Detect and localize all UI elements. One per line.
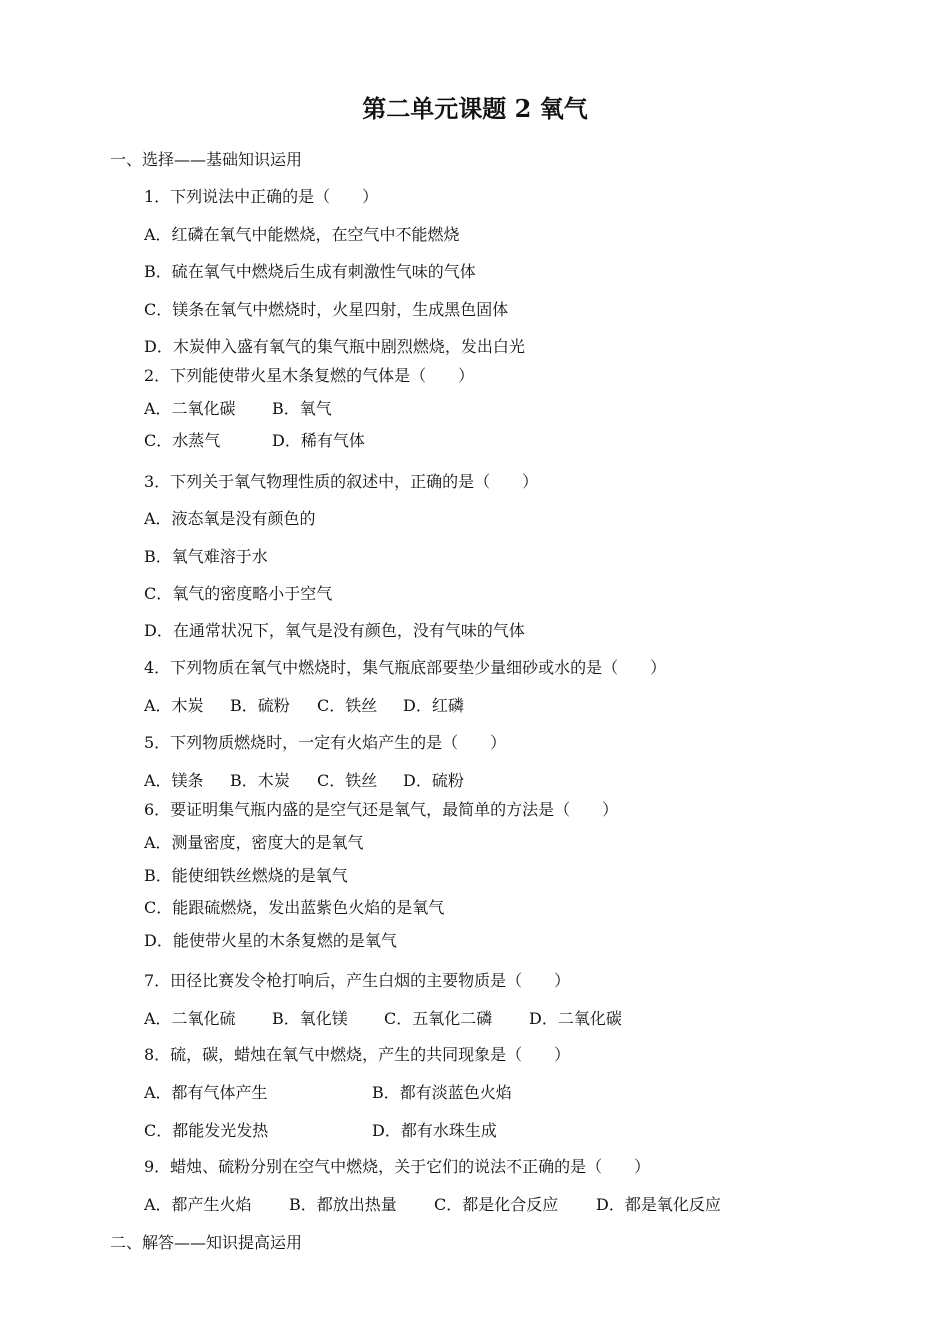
question-5-option-a: A．镁条 bbox=[144, 771, 204, 790]
question-8-option-b: B．都有淡蓝色火焰 bbox=[372, 1083, 512, 1102]
question-1-stem: 1．下列说法中正确的是（ ） bbox=[144, 187, 379, 206]
question-3-option-d: D．在通常状况下，氧气是没有颜色，没有气味的气体 bbox=[144, 621, 525, 640]
question-8-option-d: D．都有水珠生成 bbox=[372, 1121, 497, 1140]
section-heading-choice: 一、选择——基础知识运用 bbox=[110, 150, 303, 169]
question-4-stem: 4．下列物质在氧气中燃烧时，集气瓶底部要垫少量细砂或水的是（ ） bbox=[144, 658, 667, 677]
question-8-option-a: A．都有气体产生 bbox=[144, 1083, 268, 1102]
question-2-option-c: C．水蒸气 bbox=[144, 431, 221, 450]
question-6-option-c: C．能跟硫燃烧，发出蓝紫色火焰的是氧气 bbox=[144, 898, 445, 917]
question-2-stem: 2．下列能使带火星木条复燃的气体是（ ） bbox=[144, 366, 475, 385]
question-7-option-b: B．氧化镁 bbox=[272, 1009, 348, 1028]
question-4-option-b: B．硫粉 bbox=[230, 696, 290, 715]
question-2-option-b: B．氧气 bbox=[272, 399, 332, 418]
question-2-option-d: D．稀有气体 bbox=[272, 431, 365, 450]
question-3-option-c: C．氧气的密度略小于空气 bbox=[144, 584, 333, 603]
question-1-option-b: B．硫在氧气中燃烧后生成有刺激性气味的气体 bbox=[144, 262, 476, 281]
question-7-stem: 7．田径比赛发令枪打响后，产生白烟的主要物质是（ ） bbox=[144, 971, 571, 990]
question-5-option-d: D．硫粉 bbox=[403, 771, 464, 790]
question-8-stem: 8．硫，碳，蜡烛在氧气中燃烧，产生的共同现象是（ ） bbox=[144, 1045, 571, 1064]
question-4-option-d: D．红磷 bbox=[403, 696, 464, 715]
section-heading-answer: 二、解答——知识提高运用 bbox=[110, 1233, 303, 1252]
question-4-option-c: C．铁丝 bbox=[317, 696, 378, 715]
question-6-stem: 6．要证明集气瓶内盛的是空气还是氧气，最简单的方法是（ ） bbox=[144, 800, 619, 819]
question-9-stem: 9．蜡烛、硫粉分别在空气中燃烧，关于它们的说法不正确的是（ ） bbox=[144, 1157, 651, 1176]
question-2-option-a: A．二氧化碳 bbox=[144, 399, 236, 418]
question-3-option-a: A．液态氧是没有颜色的 bbox=[144, 509, 316, 528]
question-9-option-d: D．都是氧化反应 bbox=[596, 1195, 721, 1214]
question-8-option-c: C．都能发光发热 bbox=[144, 1121, 269, 1140]
question-9-option-b: B．都放出热量 bbox=[289, 1195, 397, 1214]
question-5-option-b: B．木炭 bbox=[230, 771, 290, 790]
question-6-option-d: D．能使带火星的木条复燃的是氧气 bbox=[144, 931, 397, 950]
question-7-option-c: C．五氧化二磷 bbox=[384, 1009, 493, 1028]
question-1-option-c: C．镁条在氧气中燃烧时，火星四射，生成黑色固体 bbox=[144, 300, 509, 319]
question-4-option-a: A．木炭 bbox=[144, 696, 204, 715]
question-5-stem: 5．下列物质燃烧时，一定有火焰产生的是（ ） bbox=[144, 733, 507, 752]
question-7-option-a: A．二氧化硫 bbox=[144, 1009, 236, 1028]
question-6-option-a: A．测量密度，密度大的是氧气 bbox=[144, 833, 364, 852]
question-7-option-d: D．二氧化碳 bbox=[529, 1009, 622, 1028]
question-5-option-c: C．铁丝 bbox=[317, 771, 378, 790]
question-1-option-a: A．红磷在氧气中能燃烧，在空气中不能燃烧 bbox=[144, 225, 460, 244]
page-title: 第二单元课题 2 氧气 bbox=[362, 94, 588, 123]
question-9-option-a: A．都产生火焰 bbox=[144, 1195, 252, 1214]
question-3-stem: 3．下列关于氧气物理性质的叙述中，正确的是（ ） bbox=[144, 472, 539, 491]
question-6-option-b: B．能使细铁丝燃烧的是氧气 bbox=[144, 866, 348, 885]
question-3-option-b: B．氧气难溶于水 bbox=[144, 547, 268, 566]
question-9-option-c: C．都是化合反应 bbox=[434, 1195, 559, 1214]
question-1-option-d: D．木炭伸入盛有氧气的集气瓶中剧烈燃烧，发出白光 bbox=[144, 337, 525, 356]
